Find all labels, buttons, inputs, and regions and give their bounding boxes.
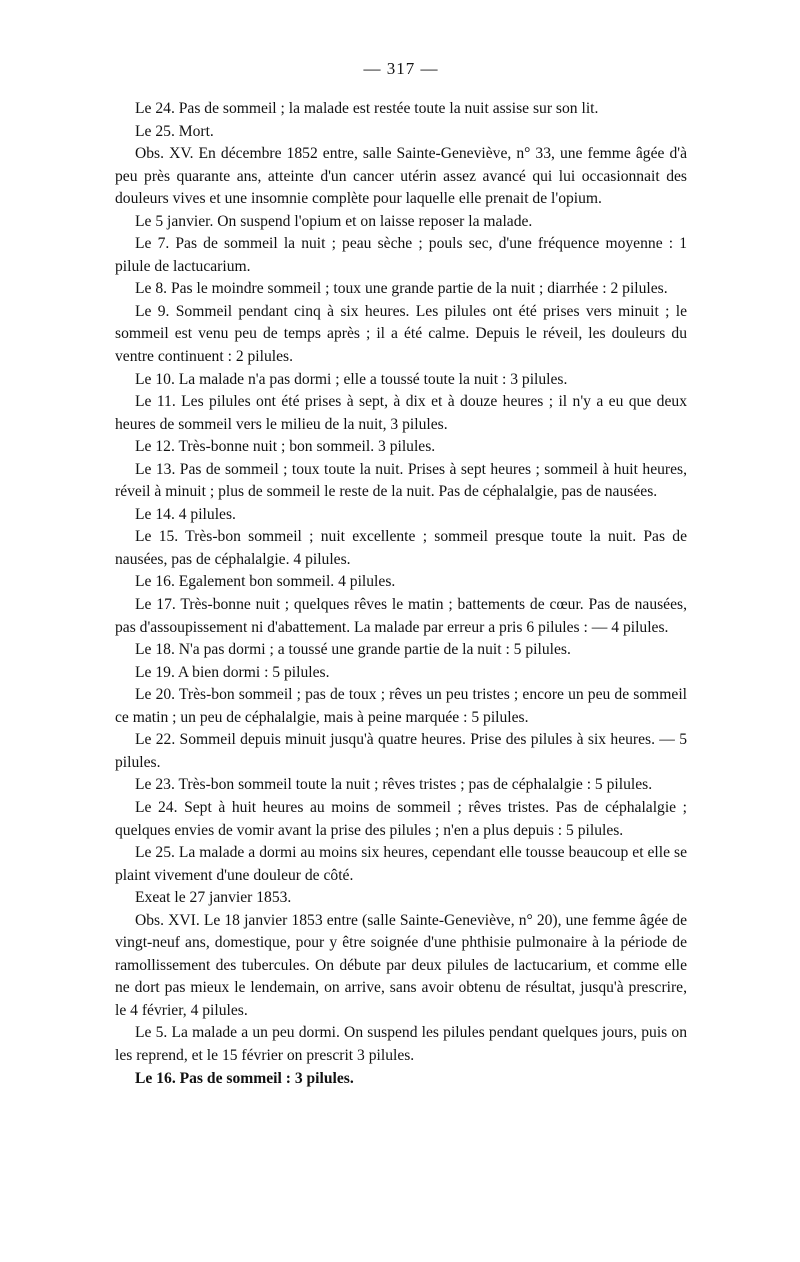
paragraph: Le 24. Sept à huit heures au moins de sommeil ; rêves tristes. Pas de céphalalgie ; quelques envies de vomir avant la prise des pilules ; n'en a plus depuis : 5 pilules. [115, 798, 687, 839]
paragraph: Le 5. La malade a un peu dormi. On suspend les pilules pendant quelques jours, puis on les reprend, et le 15 février on prescrit 3 pilules. [115, 1024, 687, 1064]
paragraph: Le 17. Très-bonne nuit ; quelques rêves le matin ; battements de cœur. Pas de nausées, pas d'assoupissement ni d'abattement. La malade par erreur a pris 6 pilules : — 4 pilules. [115, 596, 687, 636]
paragraph: Le 16. Egalement bon sommeil. 4 pilules. [135, 573, 396, 591]
paragraph: Le 19. A bien dormi : 5 pilules. [135, 663, 330, 681]
paragraph: Le 10. La malade n'a pas dormi ; elle a toussé toute la nuit : 3 pilules. [135, 370, 568, 388]
paragraph: Le 15. Très-bon sommeil ; nuit excellente ; sommeil presque toute la nuit. Pas de nausées, pas de céphalalgie. 4 pilules. [115, 528, 687, 568]
paragraph: Le 12. Très-bonne nuit ; bon sommeil. 3 pilules. [135, 438, 436, 456]
paragraph: Le 8. Pas le moindre sommeil ; toux une grande partie de la nuit ; diarrhée : 2 pilules. [135, 280, 668, 298]
paragraph: Exeat le 27 janvier 1853. [135, 889, 292, 907]
paragraph: Le 23. Très-bon sommeil toute la nuit ; rêves tristes ; pas de céphalalgie : 5 pilules. [135, 776, 653, 794]
paragraph: Le 22. Sommeil depuis minuit jusqu'à quatre heures. Prise des pilules à six heures. — 5 pilules. [115, 731, 687, 771]
paragraph: Le 25. La malade a dormi au moins six heures, cependant elle tousse beaucoup et elle se plaint vivement d'une douleur de côté. [115, 844, 687, 884]
paragraph: Le 5 janvier. On suspend l'opium et on laisse reposer la malade. [135, 212, 533, 230]
paragraph: Le 13. Pas de sommeil ; toux toute la nuit. Prises à sept heures ; sommeil à huit heures, réveil à minuit ; plus de sommeil le reste de la nuit. Pas de céphalalgie, pas de nausées. [115, 460, 687, 501]
page-number: — 317 — [363, 59, 439, 78]
document-page [115, 58, 687, 1090]
paragraph: Le 11. Les pilules ont été prises à sept, à dix et à douze heures ; il n'y a eu que deux heures de sommeil vers le milieu de la nuit, 3 pilules. [115, 393, 687, 433]
paragraph: Le 18. N'a pas dormi ; a toussé une grande partie de la nuit : 5 pilules. [135, 641, 571, 659]
paragraph: Le 25. Mort. [135, 122, 214, 140]
paragraph: Le 20. Très-bon sommeil ; pas de toux ; rêves un peu tristes ; encore un peu de sommeil ce matin ; un peu de céphalalgie, mais à peine marquée : 5 pilules. [115, 686, 687, 726]
paragraph: Obs. XV. En décembre 1852 entre, salle Sainte-Geneviève, n° 33, une femme âgée d'à peu près quarante ans, atteinte d'un cancer utérin assez avancé qui lui occasionnait des douleurs vives et une insomnie complète pour laquelle elle prenait de l'opium. [115, 145, 687, 208]
paragraph: Le 14. 4 pilules. [135, 505, 236, 523]
text-body [115, 98, 687, 1090]
paragraph: Le 7. Pas de sommeil la nuit ; peau sèche ; pouls sec, d'une fréquence moyenne : 1 pilule de lactucarium. [115, 235, 687, 275]
paragraph: Le 24. Pas de sommeil ; la malade est restée toute la nuit assise sur son lit. [135, 100, 599, 117]
paragraph: Le 16. Pas de sommeil : 3 pilules. [135, 1069, 354, 1087]
paragraph: Le 9. Sommeil pendant cinq à six heures. Les pilules ont été prises vers minuit ; le sommeil est venu peu de temps après ; il a été calme. Depuis le réveil, les douleurs du ventre continuent : 2 pilules. [115, 302, 687, 366]
paragraph: Obs. XVI. Le 18 janvier 1853 entre (salle Sainte-Geneviève, n° 20), une femme âgée de vingt-neuf ans, domestique, pour y être soignée d'une phthisie pulmonaire à la période de ramollissement des tubercules. On débute par deux pilules de lactucarium, et comme elle ne dort pas mieux le lendemain, on arrive, sans avoir obtenu de résultat, jusqu'à prescrire, le 4 février, 4 pilules. [115, 911, 687, 1019]
